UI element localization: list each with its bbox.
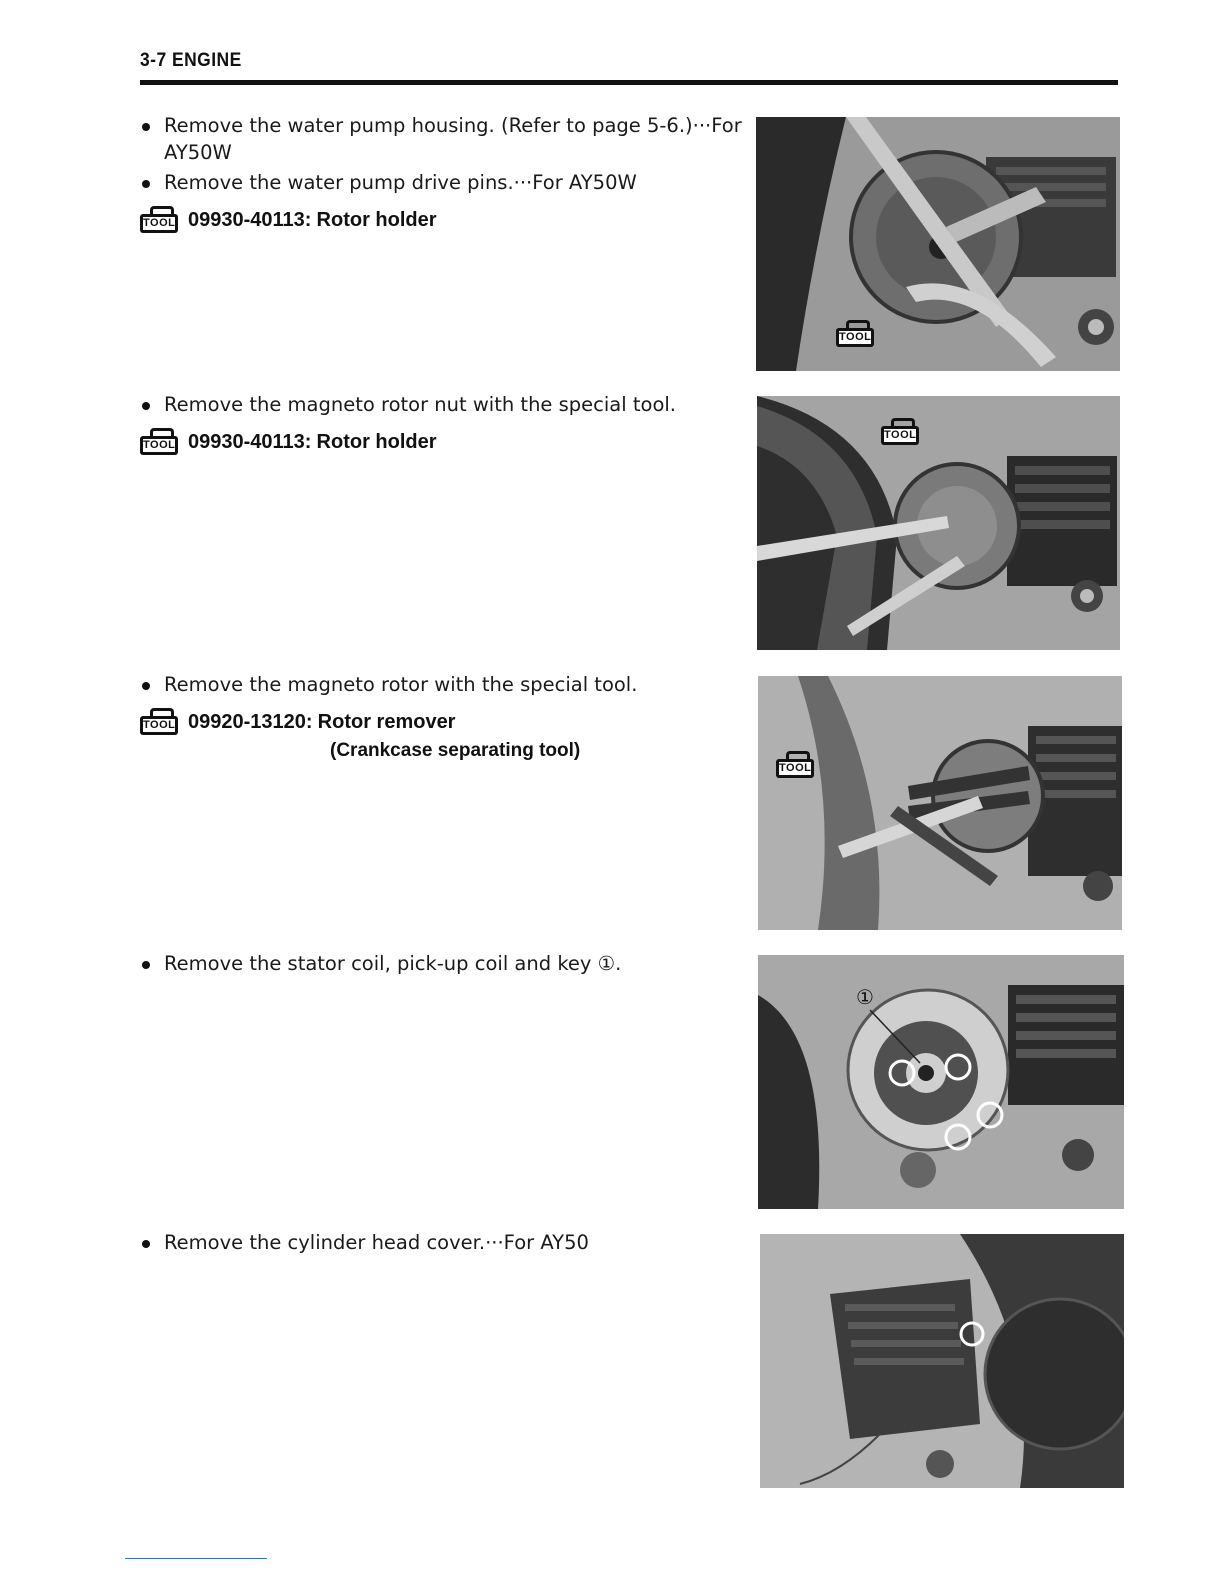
tool-icon: TOOL [140, 428, 180, 456]
tool-code: 09920-13120: [188, 710, 313, 733]
tool-code: 09930-40113: [188, 208, 312, 231]
step-5-bullet-1: Remove the cylinder head cover.···For AY50 [140, 1229, 740, 1256]
step-3-bullet-1: Remove the magneto rotor with the special tool. [140, 671, 740, 698]
photo-rotor-holder-2 [757, 396, 1120, 650]
tool-icon: TOOL [140, 206, 180, 234]
step-1-tool [140, 206, 740, 234]
step-1 [140, 112, 740, 234]
step-3-tool [140, 708, 740, 736]
page-title: 3-7 ENGINE [140, 50, 242, 71]
photo-rotor-remover [758, 676, 1122, 930]
photo-cylinder-head-cover [760, 1234, 1124, 1488]
step-2-bullet-1: Remove the magneto rotor nut with the special tool. [140, 391, 740, 418]
tool-name: Rotor holder [316, 208, 437, 231]
tool-icon: TOOL [881, 418, 921, 446]
tool-icon: TOOL [140, 708, 180, 736]
tool-subtitle: (Crankcase separating tool) [330, 740, 581, 761]
step-1-bullet-1: Remove the water pump housing. (Refer to page 5-6.)···For AY50W [140, 112, 744, 166]
step-2-tool [140, 428, 740, 456]
step-5 [140, 1229, 740, 1256]
footer-link-underline [125, 1558, 267, 1559]
step-2 [140, 391, 740, 456]
photo-rotor-holder-1 [756, 117, 1120, 371]
tool-name: Rotor holder [316, 430, 437, 453]
photo-stator-coil [758, 955, 1124, 1209]
page-header [140, 50, 1118, 85]
step-4 [140, 950, 740, 977]
tool-name: Rotor remover [317, 710, 456, 733]
tool-code: 09930-40113: [188, 430, 312, 453]
step-1-bullet-2: Remove the water pump drive pins.···For AY50W [140, 169, 740, 196]
tool-icon: TOOL [776, 751, 816, 779]
tool-icon: TOOL [836, 320, 876, 348]
step-3 [140, 671, 740, 762]
callout-1: ① [856, 985, 874, 1009]
step-4-bullet-1: Remove the stator coil, pick-up coil and key ①. [140, 950, 740, 977]
